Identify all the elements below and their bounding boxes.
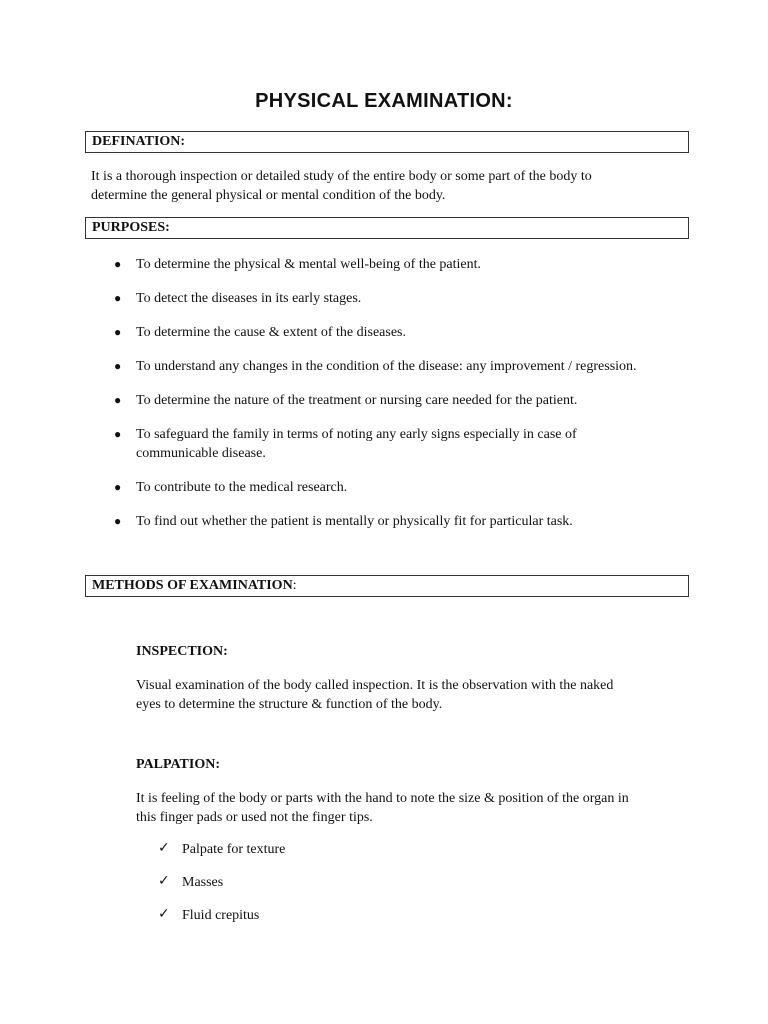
list-item-text: To understand any changes in the condition of the disease: any improvement / regression. <box>136 359 637 374</box>
list-item <box>112 391 692 410</box>
page-title: PHYSICAL EXAMINATION: <box>255 90 513 112</box>
palpation-heading: PALPATION: <box>136 757 220 772</box>
check-item-text: Palpate for texture <box>182 842 286 857</box>
list-item <box>112 357 692 376</box>
list-item <box>112 323 692 342</box>
palpation-text-line: this finger pads or used not the finger tips. <box>136 810 373 825</box>
inspection-text-line: eyes to determine the structure & function of the body. <box>136 697 443 712</box>
bullet-icon: ● <box>114 257 122 271</box>
purposes-list <box>112 255 692 546</box>
inspection-text <box>136 676 696 714</box>
palpation-checklist <box>158 840 558 939</box>
check-item <box>158 873 558 892</box>
inspection-heading: INSPECTION: <box>136 644 228 659</box>
palpation-text <box>136 789 716 827</box>
methods-heading: METHODS OF EXAMINATION <box>92 578 293 593</box>
check-item <box>158 906 558 925</box>
bullet-icon: ● <box>114 514 122 528</box>
checkmark-icon: ✓ <box>158 906 170 922</box>
bullet-icon: ● <box>114 393 122 407</box>
list-item-text: To safeguard the family in terms of noting any early signs especially in case of communicable disease. <box>136 427 577 461</box>
definition-text <box>91 167 691 205</box>
definition-text-line: It is a thorough inspection or detailed study of the entire body or some part of the body to <box>91 169 592 184</box>
bullet-icon: ● <box>114 359 122 373</box>
checkmark-icon: ✓ <box>158 873 170 889</box>
list-item <box>112 289 692 308</box>
list-item-text: To contribute to the medical research. <box>136 480 348 495</box>
inspection-text-line: Visual examination of the body called inspection. It is the observation with the naked <box>136 678 614 693</box>
purposes-heading-box <box>85 217 689 239</box>
check-item-text: Masses <box>182 875 224 890</box>
definition-heading-box <box>85 131 689 153</box>
definition-text-line: determine the general physical or mental condition of the body. <box>91 188 446 203</box>
palpation-text-line: It is feeling of the body or parts with the hand to note the size & position of the organ in <box>136 791 629 806</box>
list-item-text: To determine the physical & mental well-being of the patient. <box>136 257 482 272</box>
bullet-icon: ● <box>114 325 122 339</box>
list-item-text: To determine the nature of the treatment or nursing care needed for the patient. <box>136 393 578 408</box>
list-item <box>112 425 692 463</box>
list-item <box>112 478 692 497</box>
list-item <box>112 512 692 531</box>
list-item-text: To find out whether the patient is mentally or physically fit for particular task. <box>136 514 573 529</box>
list-item-text: To determine the cause & extent of the diseases. <box>136 325 406 340</box>
check-item-text: Fluid crepitus <box>182 908 260 923</box>
list-item <box>112 255 692 274</box>
check-item <box>158 840 558 859</box>
purposes-heading: PURPOSES: <box>92 220 170 235</box>
list-item-text: To detect the diseases in its early stages. <box>136 291 362 306</box>
definition-heading: DEFINATION: <box>92 134 186 149</box>
methods-heading-colon: : <box>292 578 297 593</box>
bullet-icon: ● <box>114 291 122 305</box>
checkmark-icon: ✓ <box>158 840 170 856</box>
methods-heading-box <box>85 575 689 597</box>
bullet-icon: ● <box>114 480 122 494</box>
bullet-icon: ● <box>114 427 122 441</box>
